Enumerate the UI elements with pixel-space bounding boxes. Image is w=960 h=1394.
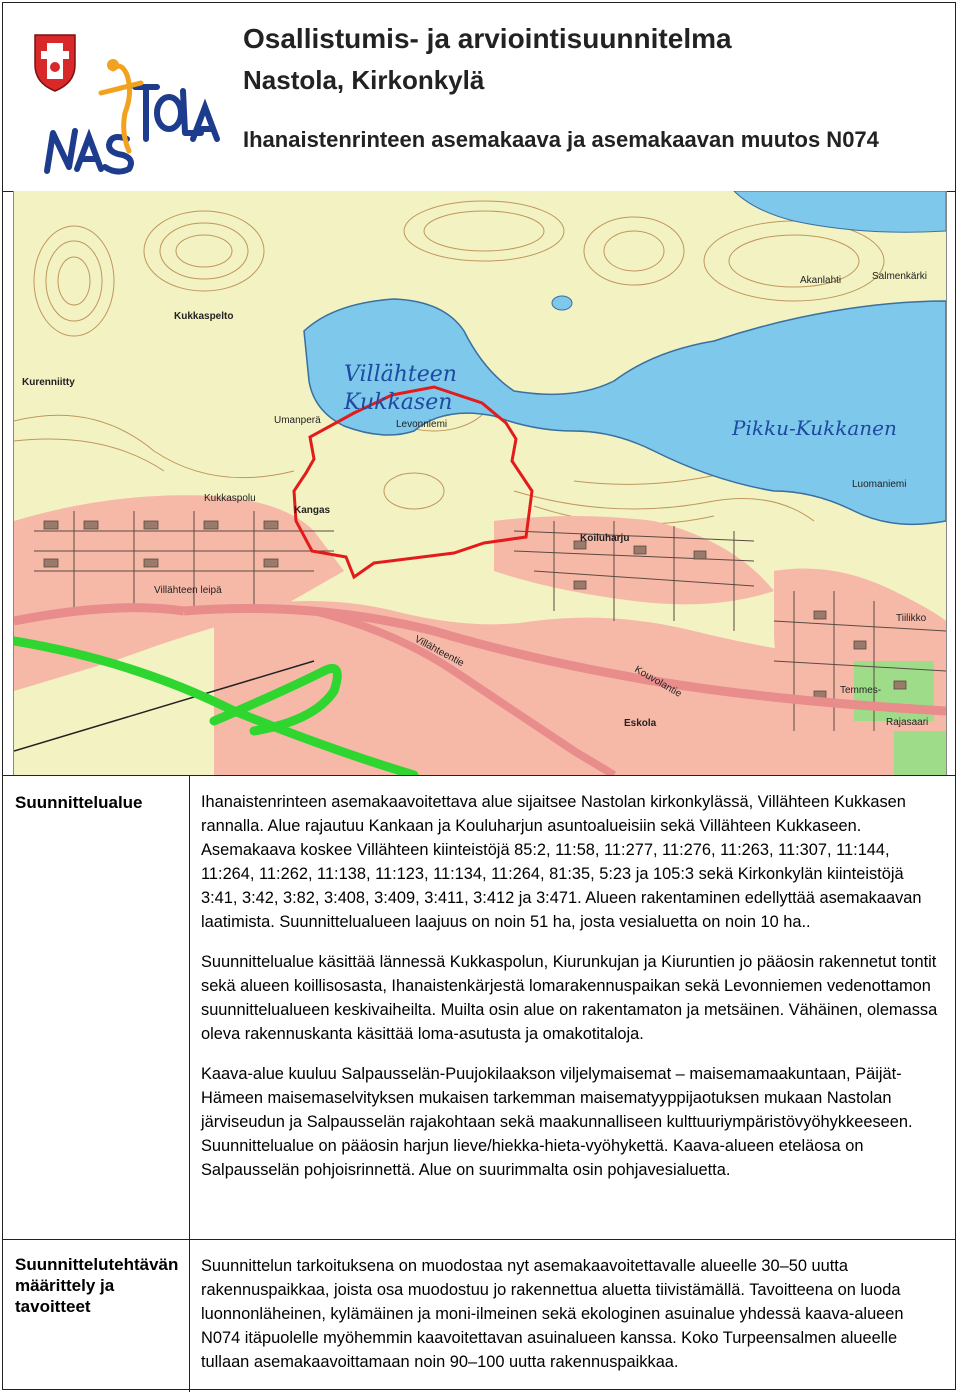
map-label-kukkaspolu: Kukkaspolu — [204, 493, 256, 504]
section-tavoitteet — [3, 1239, 955, 1392]
column-divider — [189, 1240, 190, 1392]
map-label-eskola: Eskola — [624, 718, 657, 729]
paragraph: Kaava-alue kuuluu Salpausselän-Puujokilaakson viljelymaisemat – maisemamaakuntaan, Päijät-Hämeen maisemaselvityksen mukaisen tarkemman maisematyyppijaotuksen mukaan Nastolan järviseudun ja Salpausselän rajakohtaan sekä maakunnalliseen kulttuuriympäristövyöhykkeeseen. Suunnittelualue on pääosin harjun lieve/hiekka-hieta-vyöhykettä. Kaava-alueen eteläosa on Salpausselän pohjoisrinnettä. Alue on suurimmalta osin pohjavesialuetta. — [201, 1065, 913, 1179]
section-suunnittelualue — [3, 775, 955, 1240]
section-label: Suunnittelualue — [15, 793, 143, 812]
map-label-temmes: Temmes- — [840, 685, 882, 696]
paragraph: Suunnittelualue käsittää lännessä Kukkaspolun, Kiurunkujan ja Kiuruntien jo pääosin rakennetut tontit sekä alueen koillisosasta, Ihanaistenkärjestä lomarakennuspaikan sekä Levonniemen vedenottamon suunnittelualueen keskivaiheilta. Muilta osin alue on rakentamaton ja metsäinen. Vähäinen, olemassa oleva rakennuskanta käsittää loma-asutusta ja omakotitaloja. — [201, 953, 938, 1043]
document-header — [3, 3, 955, 192]
map-label-kouluharju: Koiluharju — [580, 533, 630, 544]
map-label-kukkaspelto: Kukkaspelto — [174, 311, 234, 322]
paragraph: Ihanaistenrinteen asemakaavoitettava alue sijaitsee Nastolan kirkonkylässä, Villähteen Kukkasen rannalla. Alue rajautuu Kankaan ja Kouluharjun asuntoalueisiin sekä Villähteen Kukkaseen. Asemakaava koskee Villähteen kiinteistöjä 85:2, 11:58, 11:277, 11:276, 11:263, 11:307, 11:144, 11:264, 11:262, 11:138, 11:123, 11:134, 11:264, 81:35, 5:23 ja 105:3 sekä Kirkonkylän kiinteistöjä 3:41, 3:42, 3:82, 3:408, 3:409, 3:411, 3:412 ja 3:471. Alueen rakentaminen edellyttää asemakaavan laatimista. Suunnittelualueen laajuus on noin 51 ha, josta vesialuetta on noin 10 ha.. — [201, 793, 922, 931]
document-location: Nastola, Kirkonkylä — [243, 65, 485, 95]
map-label-akanlahti: Akanlahti — [800, 275, 842, 286]
map-label-luomaniemi: Luomaniemi — [852, 479, 907, 490]
paragraph: Suunnittelun tarkoituksena on muodostaa nyt asemakaavoitettavalle alueelle 30–50 uutta rakennuspaikkaa, joista osa muodostuu jo rakennettua aluetta tiivistämällä. Tavoitteena on luoda luonnonläheinen, kylämäinen ja moni-ilmeinen sekä ekologinen asuinalue yhdessä kaava-alueen N074 itäpuolelle myöhemmin kaavoitettavan asuinalueen kanssa. Koko Turpeensalmen alueelle tullaan asemakaavoittamaan noin 90–100 uutta rakennuspaikkaa. — [201, 1257, 904, 1371]
map-label-tiilikko: Tiilikko — [896, 613, 927, 624]
map-label-kurenniitty: Kurenniitty — [22, 377, 75, 388]
coat-of-arms-icon — [35, 35, 75, 91]
map-label-pikku-kukkanen: Pikku-Kukkanen — [732, 416, 897, 440]
map-label-villahteentie: Villähteentie — [412, 633, 466, 670]
map-label-kangas: Kangas — [294, 505, 331, 516]
map-label-rajasaari: Rajasaari — [886, 717, 929, 728]
map-park-2 — [894, 731, 946, 775]
column-divider — [189, 776, 190, 1240]
document-title: Osallistumis- ja arviointisuunnitelma — [243, 23, 732, 54]
map-label-villahteen-leipa: Villähteen leipä — [154, 585, 222, 596]
map-label-umanpera: Umanperä — [274, 415, 321, 426]
map-label-salmenkarki: Salmenkärki — [872, 271, 928, 282]
map-label-kukkasen: Kukkasen — [344, 390, 453, 415]
document-page — [2, 2, 956, 1390]
area-map — [13, 191, 947, 775]
map-label-levonniemi: Levonniemi — [396, 419, 448, 430]
section-label: Suunnittelutehtävän määrittely ja tavoitteet — [15, 1255, 179, 1316]
map-label-villahteen: Villähteen — [344, 362, 457, 387]
section-body — [201, 1254, 943, 1390]
nastola-logo — [17, 21, 227, 181]
document-subtitle: Ihanaistenrinteen asemakaava ja asemakaavan muutos N074 — [243, 127, 879, 152]
map-pond — [552, 296, 572, 310]
map-label-kouvolantie: Kouvolantie — [632, 664, 684, 700]
section-body — [201, 790, 943, 1198]
